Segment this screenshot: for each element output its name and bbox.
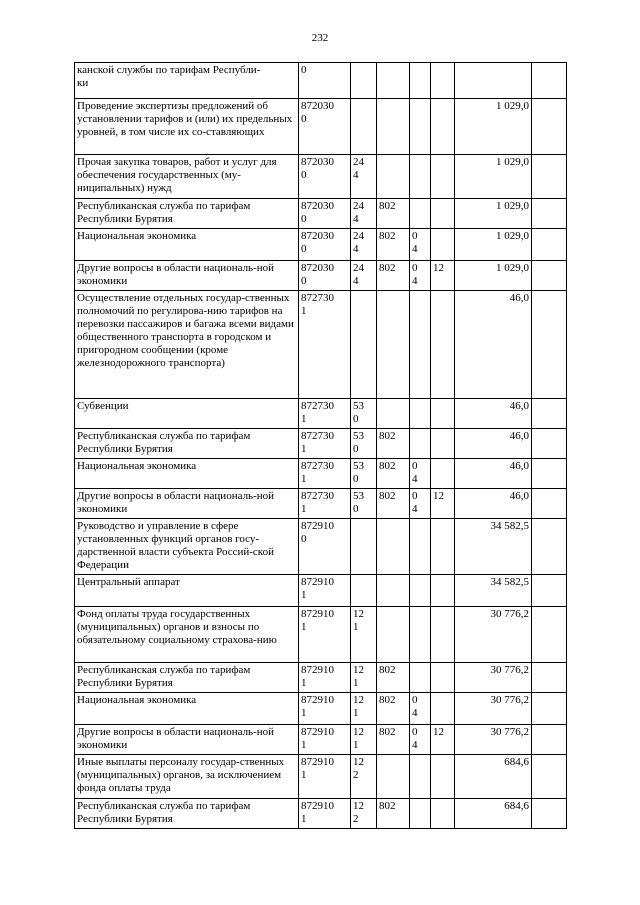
row-section: [410, 291, 431, 399]
row-ministry-code: [377, 155, 410, 199]
row-expense-type: 53 0: [351, 459, 377, 489]
row-expense-type: 12 2: [351, 799, 377, 829]
row-ministry-code: [377, 607, 410, 663]
row-name: Руководство и управление в сфере установленных функций органов госу-дарственной власти субъекта Россий-ской Федерации: [75, 519, 299, 575]
row-amount: 1 029,0: [455, 199, 532, 229]
row-subsection: [431, 63, 455, 99]
row-subsection: [431, 607, 455, 663]
row-subsection: [431, 291, 455, 399]
row-extra: [532, 693, 567, 725]
row-target-code: 872910 1: [299, 755, 351, 799]
row-name: канской службы по тарифам Республи- ки: [75, 63, 299, 99]
row-section: [410, 799, 431, 829]
row-extra: [532, 489, 567, 519]
row-target-code: 872730 1: [299, 489, 351, 519]
row-subsection: [431, 693, 455, 725]
row-target-code: 872030 0: [299, 261, 351, 291]
row-amount: 46,0: [455, 489, 532, 519]
row-section: 0 4: [410, 261, 431, 291]
row-extra: [532, 755, 567, 799]
row-section: [410, 607, 431, 663]
row-target-code: 872730 1: [299, 459, 351, 489]
row-extra: [532, 199, 567, 229]
row-name: Другие вопросы в области националь-ной экономики: [75, 261, 299, 291]
row-expense-type: [351, 291, 377, 399]
row-name: Национальная экономика: [75, 693, 299, 725]
table-row: [75, 399, 567, 429]
row-ministry-code: [377, 519, 410, 575]
row-ministry-code: 802: [377, 725, 410, 755]
row-section: 0 4: [410, 459, 431, 489]
row-ministry-code: 802: [377, 459, 410, 489]
row-target-code: 872030 0: [299, 155, 351, 199]
table-row: [75, 155, 567, 199]
row-subsection: [431, 229, 455, 261]
row-ministry-code: [377, 575, 410, 607]
row-section: [410, 663, 431, 693]
row-section: [410, 399, 431, 429]
row-extra: [532, 799, 567, 829]
row-target-code: 872910 1: [299, 725, 351, 755]
row-target-code: 872910 0: [299, 519, 351, 575]
row-expense-type: 53 0: [351, 399, 377, 429]
row-amount: 46,0: [455, 429, 532, 459]
row-subsection: 12: [431, 489, 455, 519]
row-section: [410, 755, 431, 799]
row-extra: [532, 229, 567, 261]
row-section: [410, 155, 431, 199]
row-target-code: 872910 1: [299, 607, 351, 663]
table-row: [75, 489, 567, 519]
row-name: Другие вопросы в области националь-ной экономики: [75, 489, 299, 519]
row-subsection: [431, 399, 455, 429]
row-extra: [532, 575, 567, 607]
row-name: Национальная экономика: [75, 459, 299, 489]
row-amount: 46,0: [455, 459, 532, 489]
row-target-code: 872030 0: [299, 199, 351, 229]
row-section: [410, 99, 431, 155]
row-amount: 30 776,2: [455, 693, 532, 725]
row-subsection: [431, 663, 455, 693]
row-ministry-code: [377, 291, 410, 399]
row-amount: 46,0: [455, 291, 532, 399]
row-amount: 34 582,5: [455, 519, 532, 575]
row-amount: 30 776,2: [455, 607, 532, 663]
row-amount: 30 776,2: [455, 663, 532, 693]
row-target-code: 872910 1: [299, 799, 351, 829]
row-extra: [532, 519, 567, 575]
row-amount: 1 029,0: [455, 155, 532, 199]
row-section: [410, 63, 431, 99]
row-section: 0 4: [410, 229, 431, 261]
row-name: Национальная экономика: [75, 229, 299, 261]
row-ministry-code: [377, 755, 410, 799]
table-row: [75, 663, 567, 693]
row-section: 0 4: [410, 489, 431, 519]
budget-table-body: [75, 63, 567, 829]
row-expense-type: 12 2: [351, 755, 377, 799]
row-extra: [532, 429, 567, 459]
row-subsection: 12: [431, 725, 455, 755]
row-expense-type: [351, 99, 377, 155]
row-subsection: [431, 155, 455, 199]
row-subsection: [431, 99, 455, 155]
row-amount: 46,0: [455, 399, 532, 429]
row-extra: [532, 607, 567, 663]
row-section: [410, 429, 431, 459]
page-number: 232: [311, 32, 329, 44]
table-row: [75, 229, 567, 261]
row-ministry-code: [377, 399, 410, 429]
row-expense-type: 53 0: [351, 489, 377, 519]
table-row: [75, 291, 567, 399]
table-row: [75, 575, 567, 607]
table-row: [75, 607, 567, 663]
row-ministry-code: 802: [377, 693, 410, 725]
table-row: [75, 63, 567, 99]
row-target-code: 0: [299, 63, 351, 99]
row-expense-type: 12 1: [351, 725, 377, 755]
table-row: [75, 519, 567, 575]
table-row: [75, 725, 567, 755]
row-extra: [532, 291, 567, 399]
row-name: Республиканская служба по тарифам Республики Бурятия: [75, 199, 299, 229]
row-name: Республиканская служба по тарифам Республики Бурятия: [75, 799, 299, 829]
row-extra: [532, 99, 567, 155]
row-name: Фонд оплаты труда государственных (муниципальных) органов и взносы по обязательному социальному страхова-нию: [75, 607, 299, 663]
row-subsection: [431, 459, 455, 489]
row-subsection: [431, 755, 455, 799]
row-ministry-code: 802: [377, 261, 410, 291]
budget-table: [74, 62, 567, 829]
row-expense-type: 24 4: [351, 261, 377, 291]
row-ministry-code: 802: [377, 799, 410, 829]
table-row: [75, 99, 567, 155]
row-section: 0 4: [410, 725, 431, 755]
row-section: [410, 519, 431, 575]
row-name: Проведение экспертизы предложений об установлении тарифов и (или) их предельных уровней, в том числе их со-ставляющих: [75, 99, 299, 155]
row-amount: 1 029,0: [455, 229, 532, 261]
row-section: [410, 199, 431, 229]
row-name: Центральный аппарат: [75, 575, 299, 607]
row-expense-type: [351, 575, 377, 607]
row-extra: [532, 155, 567, 199]
row-ministry-code: 802: [377, 429, 410, 459]
row-ministry-code: 802: [377, 229, 410, 261]
row-subsection: 12: [431, 261, 455, 291]
row-name: Другие вопросы в области националь-ной экономики: [75, 725, 299, 755]
row-amount: 30 776,2: [455, 725, 532, 755]
row-name: Иные выплаты персоналу государ-ственных (муниципальных) органов, за исключением фонда оплаты труда: [75, 755, 299, 799]
row-extra: [532, 459, 567, 489]
row-extra: [532, 63, 567, 99]
row-amount: 1 029,0: [455, 99, 532, 155]
row-amount: 684,6: [455, 799, 532, 829]
row-name: Республиканская служба по тарифам Республики Бурятия: [75, 429, 299, 459]
row-ministry-code: [377, 63, 410, 99]
row-subsection: [431, 199, 455, 229]
row-extra: [532, 663, 567, 693]
row-name: Субвенции: [75, 399, 299, 429]
row-expense-type: 12 1: [351, 663, 377, 693]
row-amount: 684,6: [455, 755, 532, 799]
row-target-code: 872910 1: [299, 575, 351, 607]
row-expense-type: [351, 519, 377, 575]
row-subsection: [431, 519, 455, 575]
row-target-code: 872910 1: [299, 693, 351, 725]
row-ministry-code: 802: [377, 663, 410, 693]
row-expense-type: 24 4: [351, 199, 377, 229]
row-target-code: 872030 0: [299, 99, 351, 155]
row-expense-type: 53 0: [351, 429, 377, 459]
row-target-code: 872730 1: [299, 399, 351, 429]
row-extra: [532, 399, 567, 429]
row-target-code: 872730 1: [299, 429, 351, 459]
row-amount: 34 582,5: [455, 575, 532, 607]
table-row: [75, 429, 567, 459]
table-row: [75, 199, 567, 229]
row-ministry-code: 802: [377, 489, 410, 519]
row-target-code: 872910 1: [299, 663, 351, 693]
row-extra: [532, 261, 567, 291]
row-subsection: [431, 429, 455, 459]
row-amount: [455, 63, 532, 99]
row-name: Республиканская служба по тарифам Республики Бурятия: [75, 663, 299, 693]
table-row: [75, 459, 567, 489]
row-amount: 1 029,0: [455, 261, 532, 291]
row-expense-type: [351, 63, 377, 99]
row-subsection: [431, 575, 455, 607]
row-target-code: 872730 1: [299, 291, 351, 399]
row-section: 0 4: [410, 693, 431, 725]
row-ministry-code: [377, 99, 410, 155]
row-ministry-code: 802: [377, 199, 410, 229]
row-name: Прочая закупка товаров, работ и услуг для обеспечения государственных (му-ниципальных) нужд: [75, 155, 299, 199]
table-row: [75, 261, 567, 291]
row-name: Осуществление отдельных государ-ственных полномочий по регулирова-нию тарифов на перевозки пассажиров и багажа всеми видами общественного транспорта в городском и пригородном сообщении (кроме железнодорожного транспорта): [75, 291, 299, 399]
row-expense-type: 24 4: [351, 229, 377, 261]
table-row: [75, 799, 567, 829]
row-expense-type: 24 4: [351, 155, 377, 199]
table-row: [75, 755, 567, 799]
table-row: [75, 693, 567, 725]
row-subsection: [431, 799, 455, 829]
row-expense-type: 12 1: [351, 693, 377, 725]
row-section: [410, 575, 431, 607]
row-expense-type: 12 1: [351, 607, 377, 663]
row-extra: [532, 725, 567, 755]
row-target-code: 872030 0: [299, 229, 351, 261]
